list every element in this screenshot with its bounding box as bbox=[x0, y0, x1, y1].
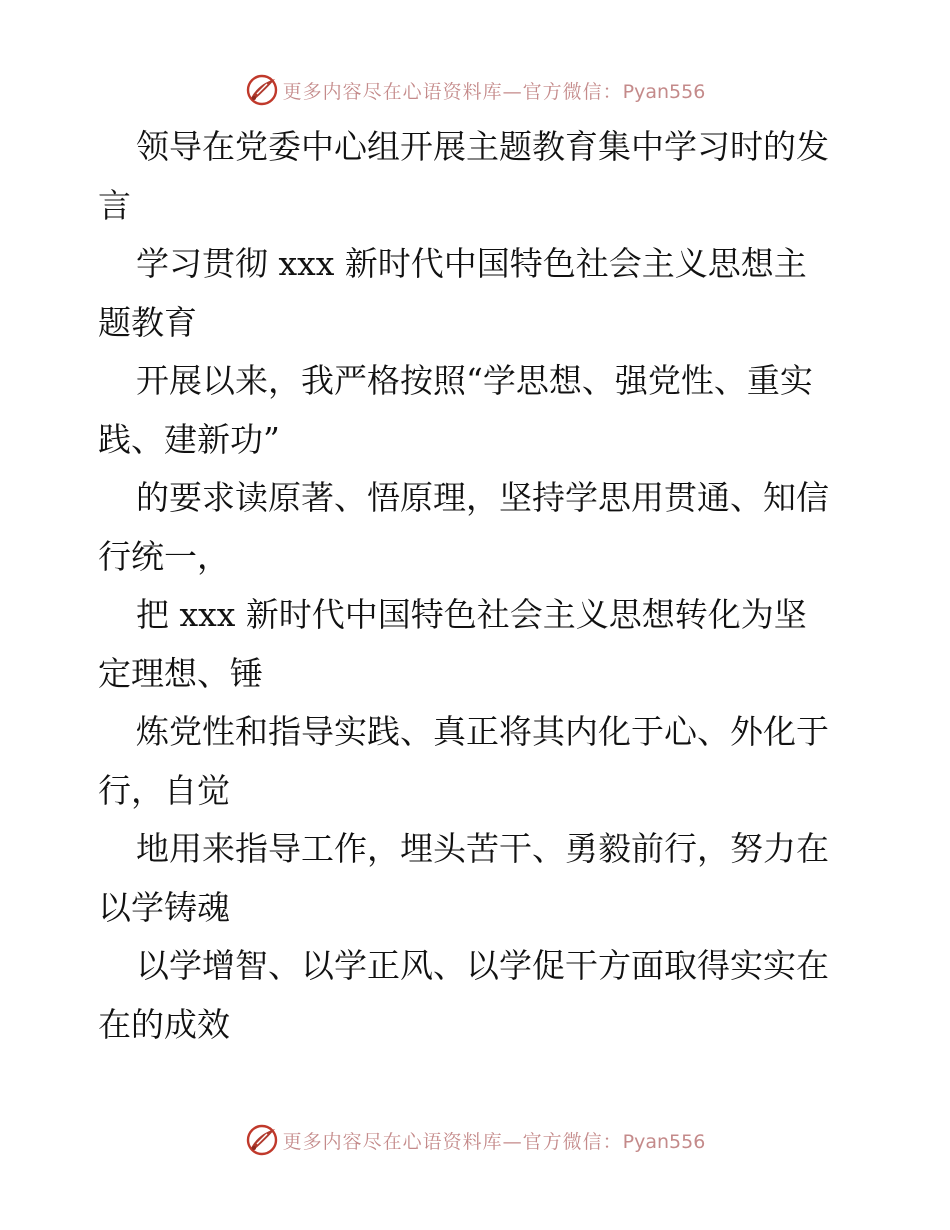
paragraph-line: 开展以来，我严格按照“学思想、强党性、重实 bbox=[136, 361, 813, 400]
paragraph-line: 炼党性和指导实践、真正将其内化于心、外化于 bbox=[136, 712, 829, 751]
pen-nib-logo-icon bbox=[245, 73, 279, 107]
footer-watermark bbox=[0, 1120, 950, 1160]
paragraph-line: 行，自觉 bbox=[98, 770, 230, 810]
header-watermark bbox=[0, 70, 950, 110]
paragraph-line: 定理想、锤 bbox=[98, 653, 263, 693]
paragraph-line: 以学增智、以学正风、以学促干方面取得实实在 bbox=[136, 946, 829, 985]
watermark-text bbox=[283, 1127, 706, 1154]
watermark-text-en: Pyan556 bbox=[622, 80, 706, 103]
paragraph bbox=[98, 937, 858, 1054]
paragraph bbox=[98, 235, 858, 352]
paragraph-line: 的要求读原著、悟原理，坚持学思用贯通、知信 bbox=[136, 478, 829, 517]
paragraph-line: 地用来指导工作，埋头苦干、勇毅前行，努力在 bbox=[136, 829, 829, 868]
document-body bbox=[98, 118, 858, 1054]
paragraph-line: 言 bbox=[98, 185, 131, 225]
paragraph bbox=[98, 352, 858, 469]
watermark-text-cn: 更多内容尽在心语资料库—官方微信： bbox=[282, 80, 623, 103]
paragraph bbox=[98, 586, 858, 703]
paragraph bbox=[98, 820, 858, 937]
paragraph bbox=[98, 703, 858, 820]
paragraph-line: 行统一， bbox=[98, 536, 230, 576]
paragraph bbox=[98, 469, 858, 586]
watermark-text-en: Pyan556 bbox=[622, 1130, 706, 1153]
paragraph-line: 学习贯彻 xxx 新时代中国特色社会主义思想主 bbox=[136, 244, 807, 283]
watermark-text bbox=[283, 77, 706, 104]
watermark-text-cn: 更多内容尽在心语资料库—官方微信： bbox=[282, 1130, 623, 1153]
paragraph-line: 践、建新功” bbox=[98, 419, 280, 459]
paragraph-line: 以学铸魂 bbox=[98, 887, 230, 927]
paragraph-line: 把 xxx 新时代中国特色社会主义思想转化为坚 bbox=[136, 595, 807, 634]
paragraph-line: 领导在党委中心组开展主题教育集中学习时的发 bbox=[136, 127, 829, 166]
paragraph bbox=[98, 118, 858, 235]
paragraph-line: 题教育 bbox=[98, 302, 197, 342]
pen-nib-logo-icon bbox=[245, 1123, 279, 1157]
paragraph-line: 在的成效 bbox=[98, 1004, 230, 1044]
